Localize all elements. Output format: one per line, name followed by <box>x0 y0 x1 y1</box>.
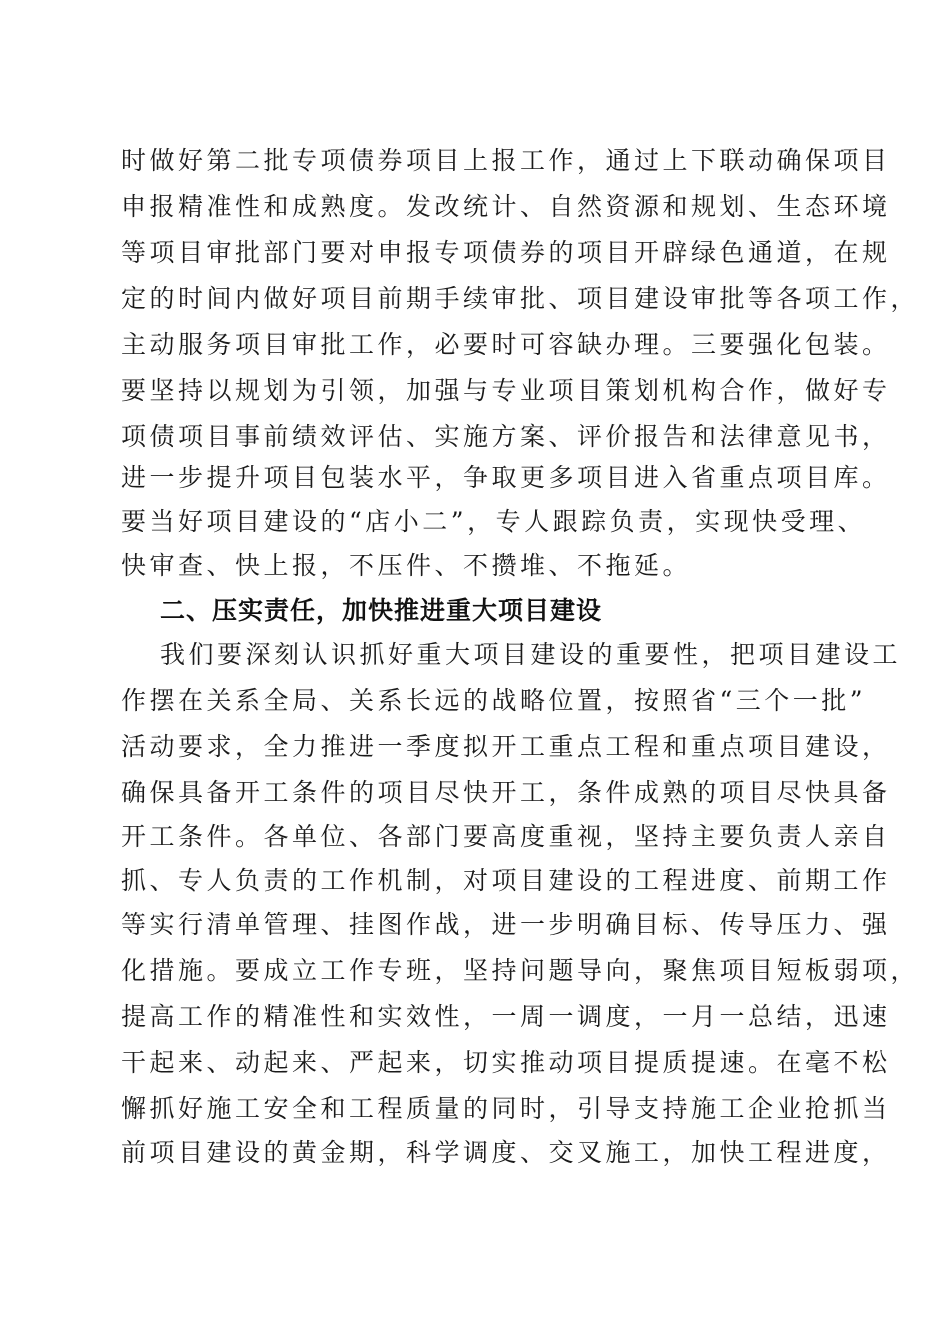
paragraph-line-3: 活动要求，全力推进一季度拟开工重点工程和重点项目建设， <box>121 732 891 761</box>
paragraph-line-8: 化措施。要成立工作专班，坚持问题导向，聚焦项目短板弱项， <box>121 956 920 985</box>
paragraph-line-5: 开工条件。各单位、各部门要高度重视，坚持主要负责人亲自 <box>121 822 891 851</box>
paragraph-line-4: 确保具备开工条件的项目尽快开工，条件成熟的项目尽快具备 <box>121 778 891 807</box>
body-line-3: 等项目审批部门要对申报专项债券的项目开辟绿色通道，在规 <box>121 238 891 267</box>
paragraph-line-12: 前项目建设的黄金期，科学调度、交叉施工，加快工程进度， <box>121 1138 891 1167</box>
body-line-10: 快审查、快上报，不压件、不攒堆、不拖延。 <box>121 551 692 580</box>
body-line-8: 进一步提升项目包装水平，争取更多项目进入省重点项目库。 <box>121 463 891 492</box>
body-line-5: 主动服务项目审批工作，必要时可容缺办理。三要强化包装。 <box>121 330 891 359</box>
paragraph-line-7: 等实行清单管理、挂图作战，进一步明确目标、传导压力、强 <box>121 910 891 939</box>
section-heading: 二、压实责任，加快推进重大项目建设 <box>160 596 603 625</box>
paragraph-line-10: 干起来、动起来、严起来，切实推动项目提质提速。在毫不松 <box>121 1048 891 1077</box>
body-line-4: 定的时间内做好项目前期手续审批、项目建设审批等各项工作， <box>121 284 920 313</box>
body-line-6: 要坚持以规划为引领，加强与专业项目策划机构合作，做好专 <box>121 376 891 405</box>
body-line-1: 时做好第二批专项债券项目上报工作，通过上下联动确保项目 <box>121 146 891 175</box>
body-line-9: 要当好项目建设的“店小二”，专人跟踪负责，实现快受理、 <box>121 507 867 536</box>
body-line-2: 申报精准性和成熟度。发改统计、自然资源和规划、生态环境 <box>121 192 891 221</box>
paragraph-line-1: 我们要深刻认识抓好重大项目建设的重要性，把项目建设工 <box>160 640 902 669</box>
paragraph-line-9: 提高工作的精准性和实效性，一周一调度，一月一总结，迅速 <box>121 1002 891 1031</box>
paragraph-line-6: 抓、专人负责的工作机制，对项目建设的工程进度、前期工作 <box>121 866 891 895</box>
body-line-7: 项债项目事前绩效评估、实施方案、评价报告和法律意见书， <box>121 422 891 451</box>
paragraph-line-11: 懈抓好施工安全和工程质量的同时，引导支持施工企业抢抓当 <box>121 1094 891 1123</box>
paragraph-line-2: 作摆在关系全局、关系长远的战略位置，按照省“三个一批” <box>121 686 867 715</box>
